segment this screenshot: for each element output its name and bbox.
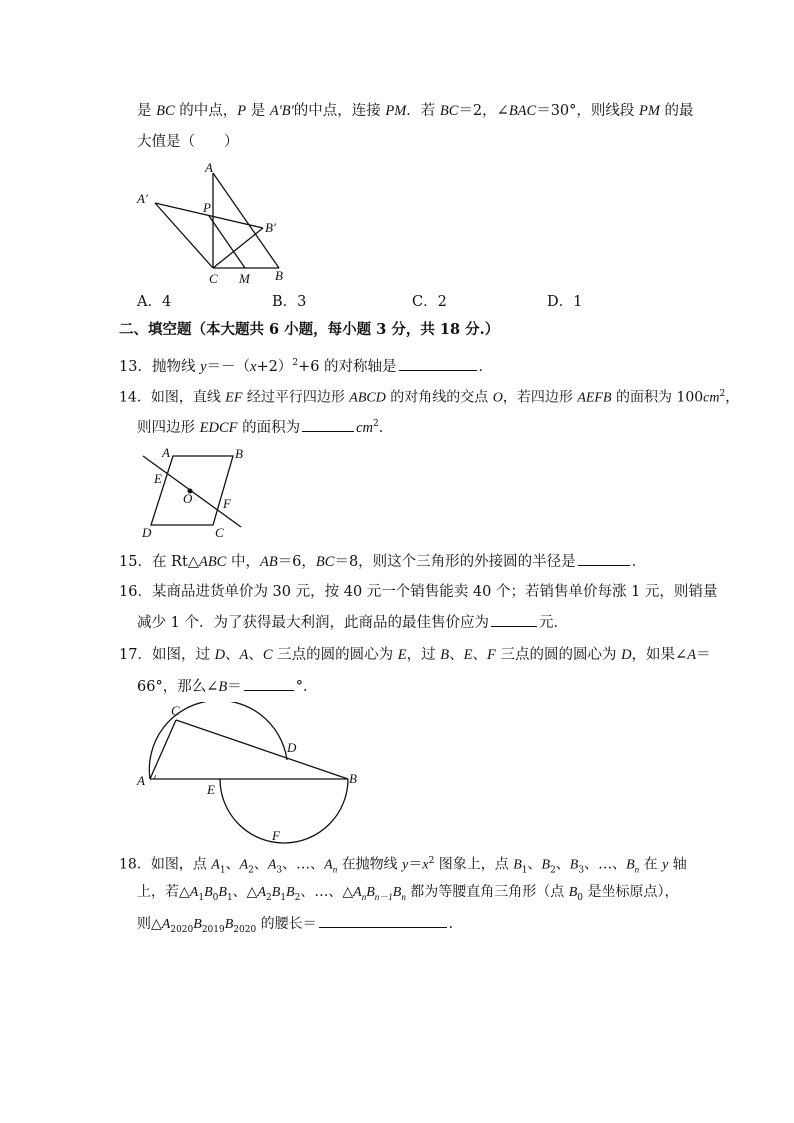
q12-line1: 是 BC 的中点，P 是 A'B'的中点，连接 PM．若 BC＝2，∠BAC＝30°，则线段 PM 的最 <box>137 103 694 119</box>
q18-answer-blank[interactable] <box>319 913 447 928</box>
label-O: O <box>183 491 193 506</box>
label-D: D <box>142 525 152 540</box>
q12-option-d: D．1 <box>547 294 583 310</box>
q18-line1: 18．如图，点 $A_1$、$A_2$、$A_3$、…、$A_n$ 在抛物线 $y=x^2$ 图象上，点 $B_1$、$B_2$、$B_3$、…、$B_n$ 在 y 轴 <box>119 856 687 876</box>
q12-option-b: B．3 <box>272 294 307 310</box>
label-D: D <box>287 740 297 755</box>
section-title: 二、填空题（本大题共 6 小题，每小题 3 分，共 18 分.） <box>119 321 500 338</box>
q18-line3: 则$\triangle A_{2020}B_{2019}B_{2020}$ 的腰长＝ ． <box>137 913 463 940</box>
label-B-prime: B′ <box>265 220 276 235</box>
label-A: A <box>137 773 145 788</box>
label-B: B <box>235 446 243 461</box>
q17-line1: 17．如图，过 D、A、C 三点的圆的圆心为 E，过 B、E、F 三点的圆的圆心为 D，如果∠A＝ <box>119 647 711 663</box>
label-P: P <box>203 200 211 215</box>
q14-line1: 14．如图，直线 EF 经过平行四边形 ABCD 的对角线的交点 O，若四边形 AEFB 的面积为 $100cm^2$， <box>119 389 740 406</box>
label-E: E <box>154 471 162 486</box>
q16-line1: 16．某商品进货单价为 30 元，按 40 元一个销售能卖 40 个；若销售单价每涨 1 元，则销量 <box>119 584 718 600</box>
label-E: E <box>207 782 215 797</box>
q12-figure <box>135 155 315 285</box>
label-F: F <box>223 496 231 511</box>
q16-line2: 减少 1 个．为了获得最大利润，此商品的最佳售价应为 元． <box>137 612 568 633</box>
label-A: A <box>205 160 213 175</box>
q15: 15．在 Rt△ABC 中，AB＝6，BC＝8，则这个三角形的外接圆的半径是 ． <box>119 551 646 572</box>
label-C: C <box>215 525 224 540</box>
q17-line2: 66°，那么∠B＝ °． <box>137 676 317 697</box>
label-B: B <box>349 771 357 786</box>
label-A-prime: A′ <box>137 191 148 206</box>
q14-answer-blank[interactable] <box>302 417 354 432</box>
label-A: A <box>162 445 170 460</box>
label-M: M <box>239 271 250 285</box>
q17-answer-blank[interactable] <box>244 676 294 691</box>
label-C: C <box>209 271 218 285</box>
q13: 13．抛物线 $y=-(x+2)^2+6$ 的对称轴是 ． <box>119 353 493 377</box>
q18-line2: 上，若$\triangle A_1B_0B_1$、$\triangle A_2B_1B_2$、…、$\triangle A_nB_{n-1}B_n$ 都为等腰直角三角形（点 $B_0$ 是坐标原点）， <box>137 884 679 903</box>
label-C: C <box>171 703 180 718</box>
label-F: F <box>272 828 280 843</box>
label-B: B <box>275 268 283 283</box>
q12-line2: 大值是（ ） <box>137 134 239 150</box>
q12-option-c: C．2 <box>412 294 447 310</box>
q17-figure <box>135 702 365 847</box>
q12-option-a: A．4 <box>137 294 172 310</box>
q14-figure <box>135 445 255 540</box>
q13-answer-blank[interactable] <box>399 356 477 371</box>
q15-answer-blank[interactable] <box>578 551 630 566</box>
q14-line2: 则四边形 EDCF 的面积为 $cm^2$． <box>137 414 393 438</box>
q16-answer-blank[interactable] <box>491 612 537 627</box>
